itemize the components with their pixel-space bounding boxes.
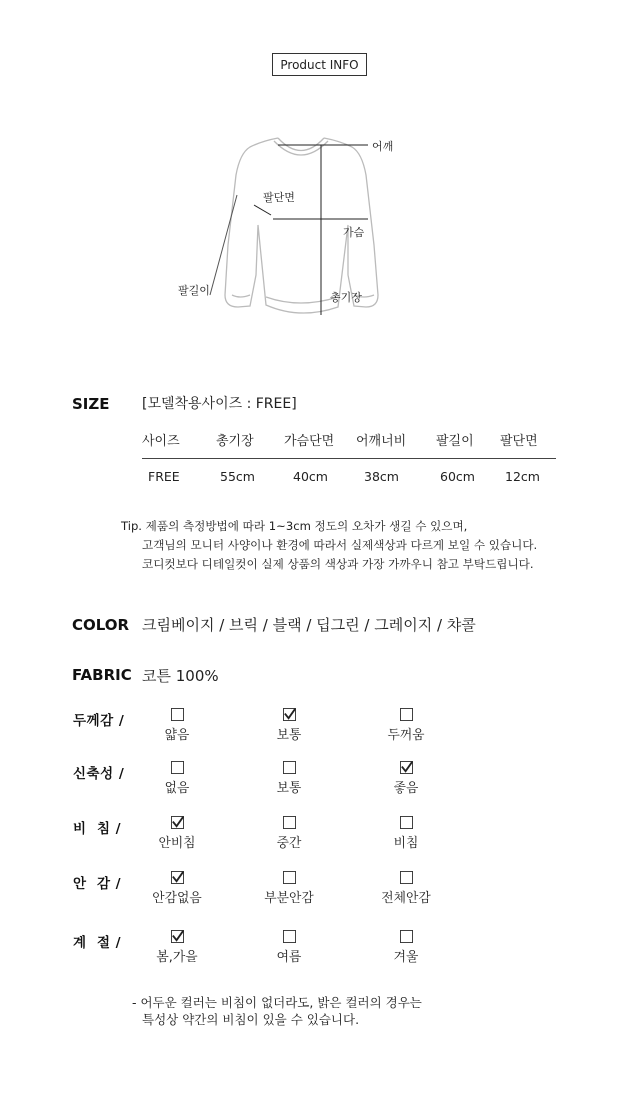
empty-box-icon bbox=[400, 708, 413, 721]
checked-box-icon bbox=[171, 816, 184, 829]
size-value-0: FREE bbox=[148, 469, 180, 484]
attribute-option-label: 보통 bbox=[276, 781, 302, 796]
size-header-3: 어깨너비 bbox=[356, 434, 407, 449]
checked-box-icon bbox=[171, 871, 184, 884]
size-title: SIZE bbox=[72, 395, 110, 413]
size-header-0: 사이즈 bbox=[142, 434, 180, 449]
size-value-5: 12cm bbox=[505, 469, 540, 484]
attribute-option-label: 여름 bbox=[276, 950, 302, 965]
attribute-option-label: 봄,가을 bbox=[156, 950, 198, 965]
attribute-label-0: 두께감 / bbox=[73, 713, 125, 729]
empty-box-icon bbox=[283, 871, 296, 884]
attribute-label-2: 비 침 / bbox=[73, 821, 122, 837]
attribute-option bbox=[244, 761, 334, 796]
size-header-2: 가슴단면 bbox=[284, 434, 335, 449]
label-shoulder: 어깨 bbox=[372, 140, 394, 153]
size-value-4: 60cm bbox=[440, 469, 475, 484]
color-title: COLOR bbox=[72, 616, 130, 634]
tip-line-1: Tip. 제품의 측정방법에 따라 1~3cm 정도의 오차가 생길 수 있으며, bbox=[121, 519, 468, 533]
color-options: 크림베이지 / 브릭 / 블랙 / 딥그린 / 그레이지 / 챠콜 bbox=[142, 616, 476, 634]
size-table-divider bbox=[142, 458, 556, 459]
attribute-option-label: 안감없음 bbox=[152, 891, 202, 906]
attribute-label-3: 안 감 / bbox=[73, 876, 122, 892]
attribute-option bbox=[361, 761, 451, 796]
label-sleeve-hem: 팔단면 bbox=[263, 191, 295, 204]
attribute-option bbox=[132, 708, 222, 743]
attribute-option bbox=[132, 816, 222, 851]
attribute-option bbox=[361, 930, 451, 965]
size-value-3: 38cm bbox=[364, 469, 399, 484]
attribute-option bbox=[132, 871, 222, 906]
checked-box-icon bbox=[400, 761, 413, 774]
attribute-option-label: 전체안감 bbox=[381, 891, 431, 906]
empty-box-icon bbox=[171, 761, 184, 774]
attribute-option-label: 없음 bbox=[164, 781, 190, 796]
model-size: [모델착용사이즈 : FREE] bbox=[142, 396, 297, 412]
label-total-length: 총기장 bbox=[330, 291, 362, 304]
attribute-option bbox=[244, 871, 334, 906]
tip-line-2: 고객님의 모니터 사양이나 환경에 따라서 실제색상과 다르게 보일 수 있습니다. bbox=[142, 538, 538, 552]
attribute-option-label: 안비침 bbox=[158, 836, 196, 851]
size-header-4: 팔길이 bbox=[436, 434, 474, 449]
size-value-2: 40cm bbox=[293, 469, 328, 484]
sweater-outline bbox=[170, 125, 430, 330]
measurement-tip bbox=[121, 517, 537, 574]
attribute-option-label: 중간 bbox=[276, 836, 302, 851]
label-sleeve-length: 팔길이 bbox=[178, 284, 210, 297]
size-header-1: 총기장 bbox=[216, 434, 254, 449]
fabric-value: 코튼 100% bbox=[142, 667, 219, 685]
note-line-2: 특성상 약간의 비침이 있을 수 있습니다. bbox=[142, 1012, 360, 1027]
size-header-5: 팔단면 bbox=[500, 434, 538, 449]
attribute-option bbox=[244, 930, 334, 965]
attribute-option bbox=[132, 761, 222, 796]
empty-box-icon bbox=[400, 930, 413, 943]
attribute-option-label: 좋음 bbox=[393, 781, 419, 796]
checked-box-icon bbox=[283, 708, 296, 721]
garment-diagram bbox=[170, 125, 430, 330]
label-chest: 가슴 bbox=[343, 226, 365, 239]
attribute-option bbox=[132, 930, 222, 965]
attribute-label-1: 신축성 / bbox=[73, 766, 125, 782]
attribute-option bbox=[361, 816, 451, 851]
attribute-option-label: 얇음 bbox=[164, 728, 190, 743]
attribute-option-label: 부분안감 bbox=[264, 891, 314, 906]
transparency-note bbox=[132, 994, 422, 1028]
attribute-option bbox=[244, 708, 334, 743]
note-line-1: - 어두운 컬러는 비침이 없더라도, 밝은 컬러의 경우는 bbox=[132, 995, 422, 1010]
size-value-1: 55cm bbox=[220, 469, 255, 484]
attribute-option-label: 겨울 bbox=[393, 950, 419, 965]
empty-box-icon bbox=[400, 871, 413, 884]
tip-line-3: 코디컷보다 디테일컷이 실제 상품의 색상과 가장 가까우니 참고 부탁드립니다. bbox=[142, 557, 534, 571]
fabric-title: FABRIC bbox=[72, 666, 132, 684]
empty-box-icon bbox=[283, 930, 296, 943]
attribute-option-label: 비침 bbox=[393, 836, 419, 851]
attribute-option-label: 보통 bbox=[276, 728, 302, 743]
empty-box-icon bbox=[283, 816, 296, 829]
attribute-option bbox=[361, 871, 451, 906]
checked-box-icon bbox=[171, 930, 184, 943]
empty-box-icon bbox=[171, 708, 184, 721]
empty-box-icon bbox=[400, 816, 413, 829]
attribute-option bbox=[361, 708, 451, 743]
product-info-badge: Product INFO bbox=[272, 53, 367, 76]
empty-box-icon bbox=[283, 761, 296, 774]
attribute-option-label: 두꺼움 bbox=[387, 728, 425, 743]
attribute-option bbox=[244, 816, 334, 851]
attribute-label-4: 계 절 / bbox=[73, 935, 122, 951]
